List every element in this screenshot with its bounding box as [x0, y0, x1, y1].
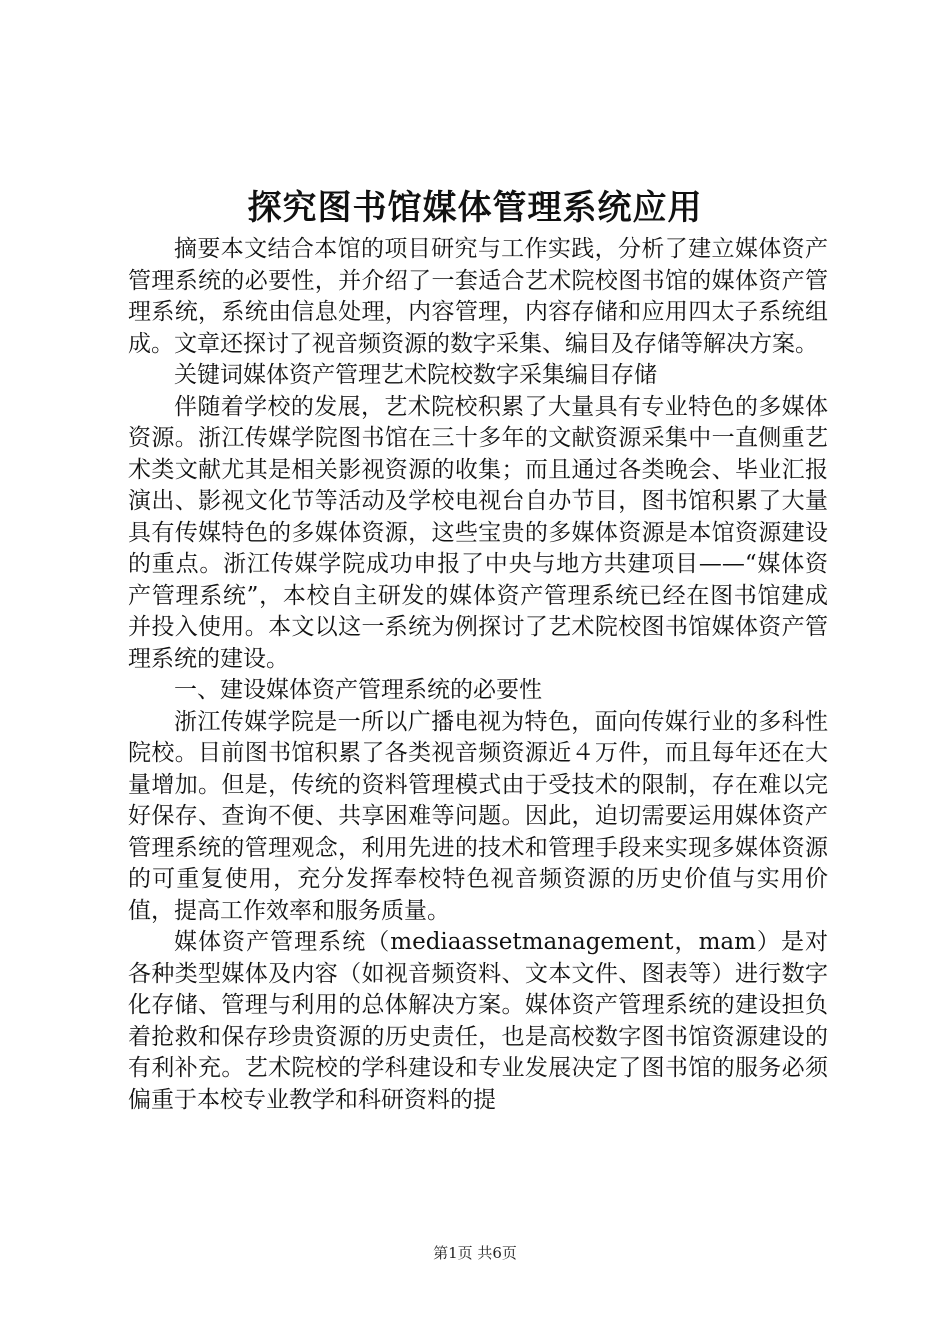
section-heading: 一、建设媒体资产管理系统的必要性 [174, 677, 542, 703]
keywords-paragraph: 关键词媒体资产管理艺术院校数字采集编目存储 [174, 362, 657, 388]
document-title: 探究图书馆媒体管理系统应用 [247, 188, 703, 228]
body-paragraph: 媒体资产管理系统（mediaassetmanagement，mam）是对各种类型媒体及内容（如视音频资料、文本文件、图表等）进行数字化存储、管理与利用的总体解决方案。媒体资产管理系统的建设担负着抢救和保存珍贵资源的历史责任，也是高校数字图书馆资源建设的有利补充。艺术院校的学科建设和专业发展决定了图书馆的服务必须偏重于本校专业教学和科研资料的提 [128, 929, 828, 1113]
page-number-footer: 第1页 共6页 [433, 1244, 517, 1262]
abstract-paragraph: 摘要本文结合本馆的项目研究与工作实践，分析了建立媒体资产管理系统的必要性，并介绍了一套适合艺术院校图书馆的媒体资产管理系统，系统由信息处理，内容管理，内容存储和应用四太子系统组成。文章还探讨了视音频资源的数字采集、编目及存储等解决方案。 [128, 236, 828, 357]
intro-paragraph: 伴随着学校的发展，艺术院校积累了大量具有专业特色的多媒体资源。浙江传媒学院图书馆在三十多年的文献资源采集中一直侧重艺术类文献尤其是相关影视资源的收集；而且通过各类晚会、毕业汇报演出、影视文化节等活动及学校电视台自办节目，图书馆积累了大量具有传媒特色的多媒体资源，这些宝贵的多媒体资源是本馆资源建设的重点。浙江传媒学院成功申报了中央与地方共建项目——“媒体资产管理系统”，本校自主研发的媒体资产管理系统已经在图书馆建成并投入使用。本文以这一系统为例探讨了艺术院校图书馆媒体资产管理系统的建设。 [128, 393, 828, 672]
document-body [128, 234, 828, 1116]
body-paragraph: 浙江传媒学院是一所以广播电视为特色，面向传媒行业的多科性院校。目前图书馆积累了各类视音频资源近４万件，而且每年还在大量增加。但是，传统的资料管理模式由于受技术的限制，存在难以完好保存、查询不便、共享困难等问题。因此，迫切需要运用媒体资产管理系统的管理观念，利用先进的技术和管理手段来实现多媒体资源的可重复使用，充分发挥奉校特色视音频资源的历史价值与实用价值，提高工作效率和服务质量。 [128, 708, 828, 924]
